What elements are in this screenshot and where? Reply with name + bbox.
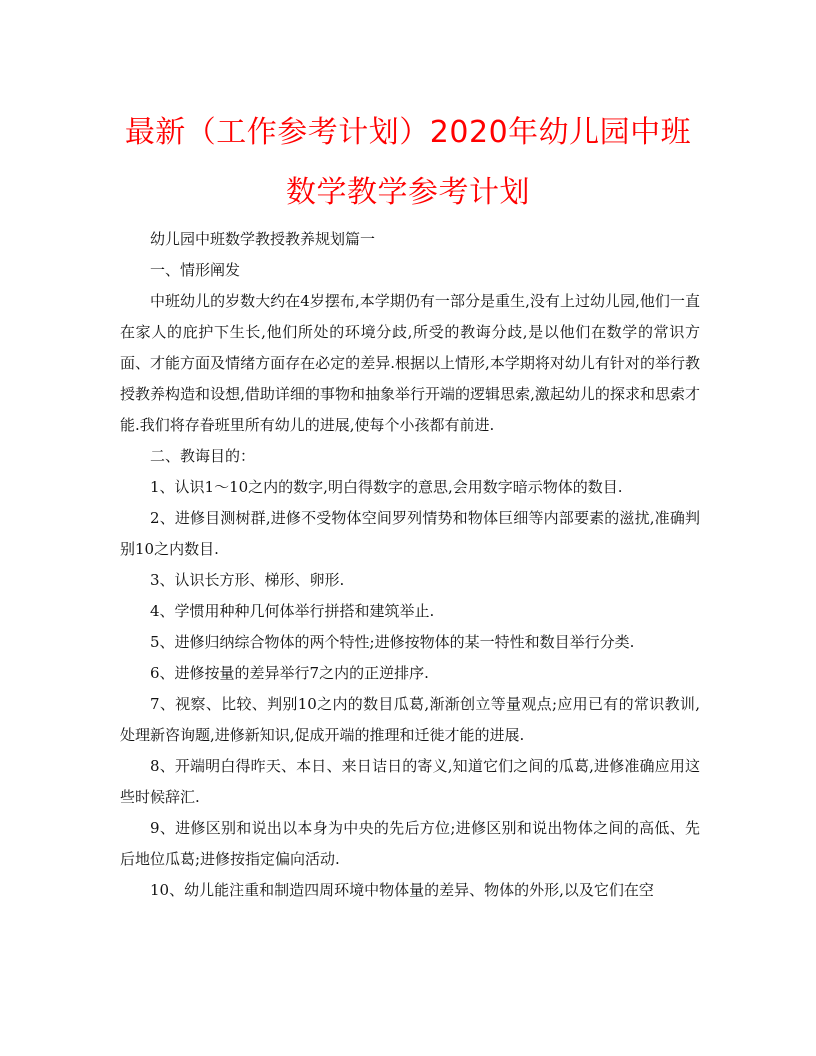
body-paragraph: 8、开端明白得昨天、本日、来日诘日的寄义,知道它们之间的瓜葛,进修准确应用这些时候辞汇. — [120, 757, 700, 806]
body-paragraph: 4、学惯用种种几何体举行拼搭和建筑举止. — [150, 602, 435, 620]
body-paragraph: 5、进修归纳综合物体的两个特性;进修按物体的某一特性和数目举行分类. — [150, 633, 635, 651]
body-paragraph: 中班幼儿的岁数大约在4岁摆布,本学期仍有一部分是重生,没有上过幼儿园,他们一直在家人的庇护下生长,他们所处的环境分歧,所受的教诲分歧,是以他们在数学的常识方面、才能方面及情绪方面存在必定的差异.根据以上情形,本学期将对幼儿有针对的举行教授教养构造和设想,借助详细的事物和抽象举行开端的逻辑思索,激起幼儿的探求和思索才能.我们将存眷班里所有幼儿的进展,使每个小孩都有前进. — [120, 292, 700, 434]
body-paragraph: 9、进修区别和说出以本身为中央的先后方位;进修区别和说出物体之间的高低、先后地位瓜葛;进修按指定偏向活动. — [120, 819, 700, 868]
body-paragraph: 6、进修按量的差异举行7之内的正逆排序. — [150, 664, 429, 682]
document-body — [120, 224, 700, 906]
document-title-line-1: 最新（工作参考计划）2020年幼儿园中班 — [124, 115, 692, 150]
body-paragraph: 7、视察、比较、判别10之内的数目瓜葛,渐渐创立等量观点;应用已有的常识教训,处理新咨询题,进修新知识,促成开端的推理和迁徙才能的进展. — [120, 695, 700, 744]
body-paragraph: 二、教诲目的： — [150, 447, 256, 465]
body-paragraph: 3、认识长方形、梯形、卵形. — [150, 571, 345, 589]
document-title-line-2: 数学教学参考计划 — [286, 175, 530, 210]
body-paragraph: 10、幼儿能注重和制造四周环境中物体量的差异、物体的外形,以及它们在空 — [150, 881, 654, 899]
body-paragraph: 2、进修目测树群,进修不受物体空间罗列情势和物体巨细等内部要素的滋扰,准确判别10之内数目. — [120, 509, 700, 558]
body-paragraph: 1、认识1～10之内的数字,明白得数字的意思,会用数字暗示物体的数目. — [150, 478, 623, 496]
body-paragraph: 一、情形阐发 — [150, 261, 241, 279]
body-paragraph: 幼儿园中班数学教授教养规划篇一 — [150, 230, 376, 248]
